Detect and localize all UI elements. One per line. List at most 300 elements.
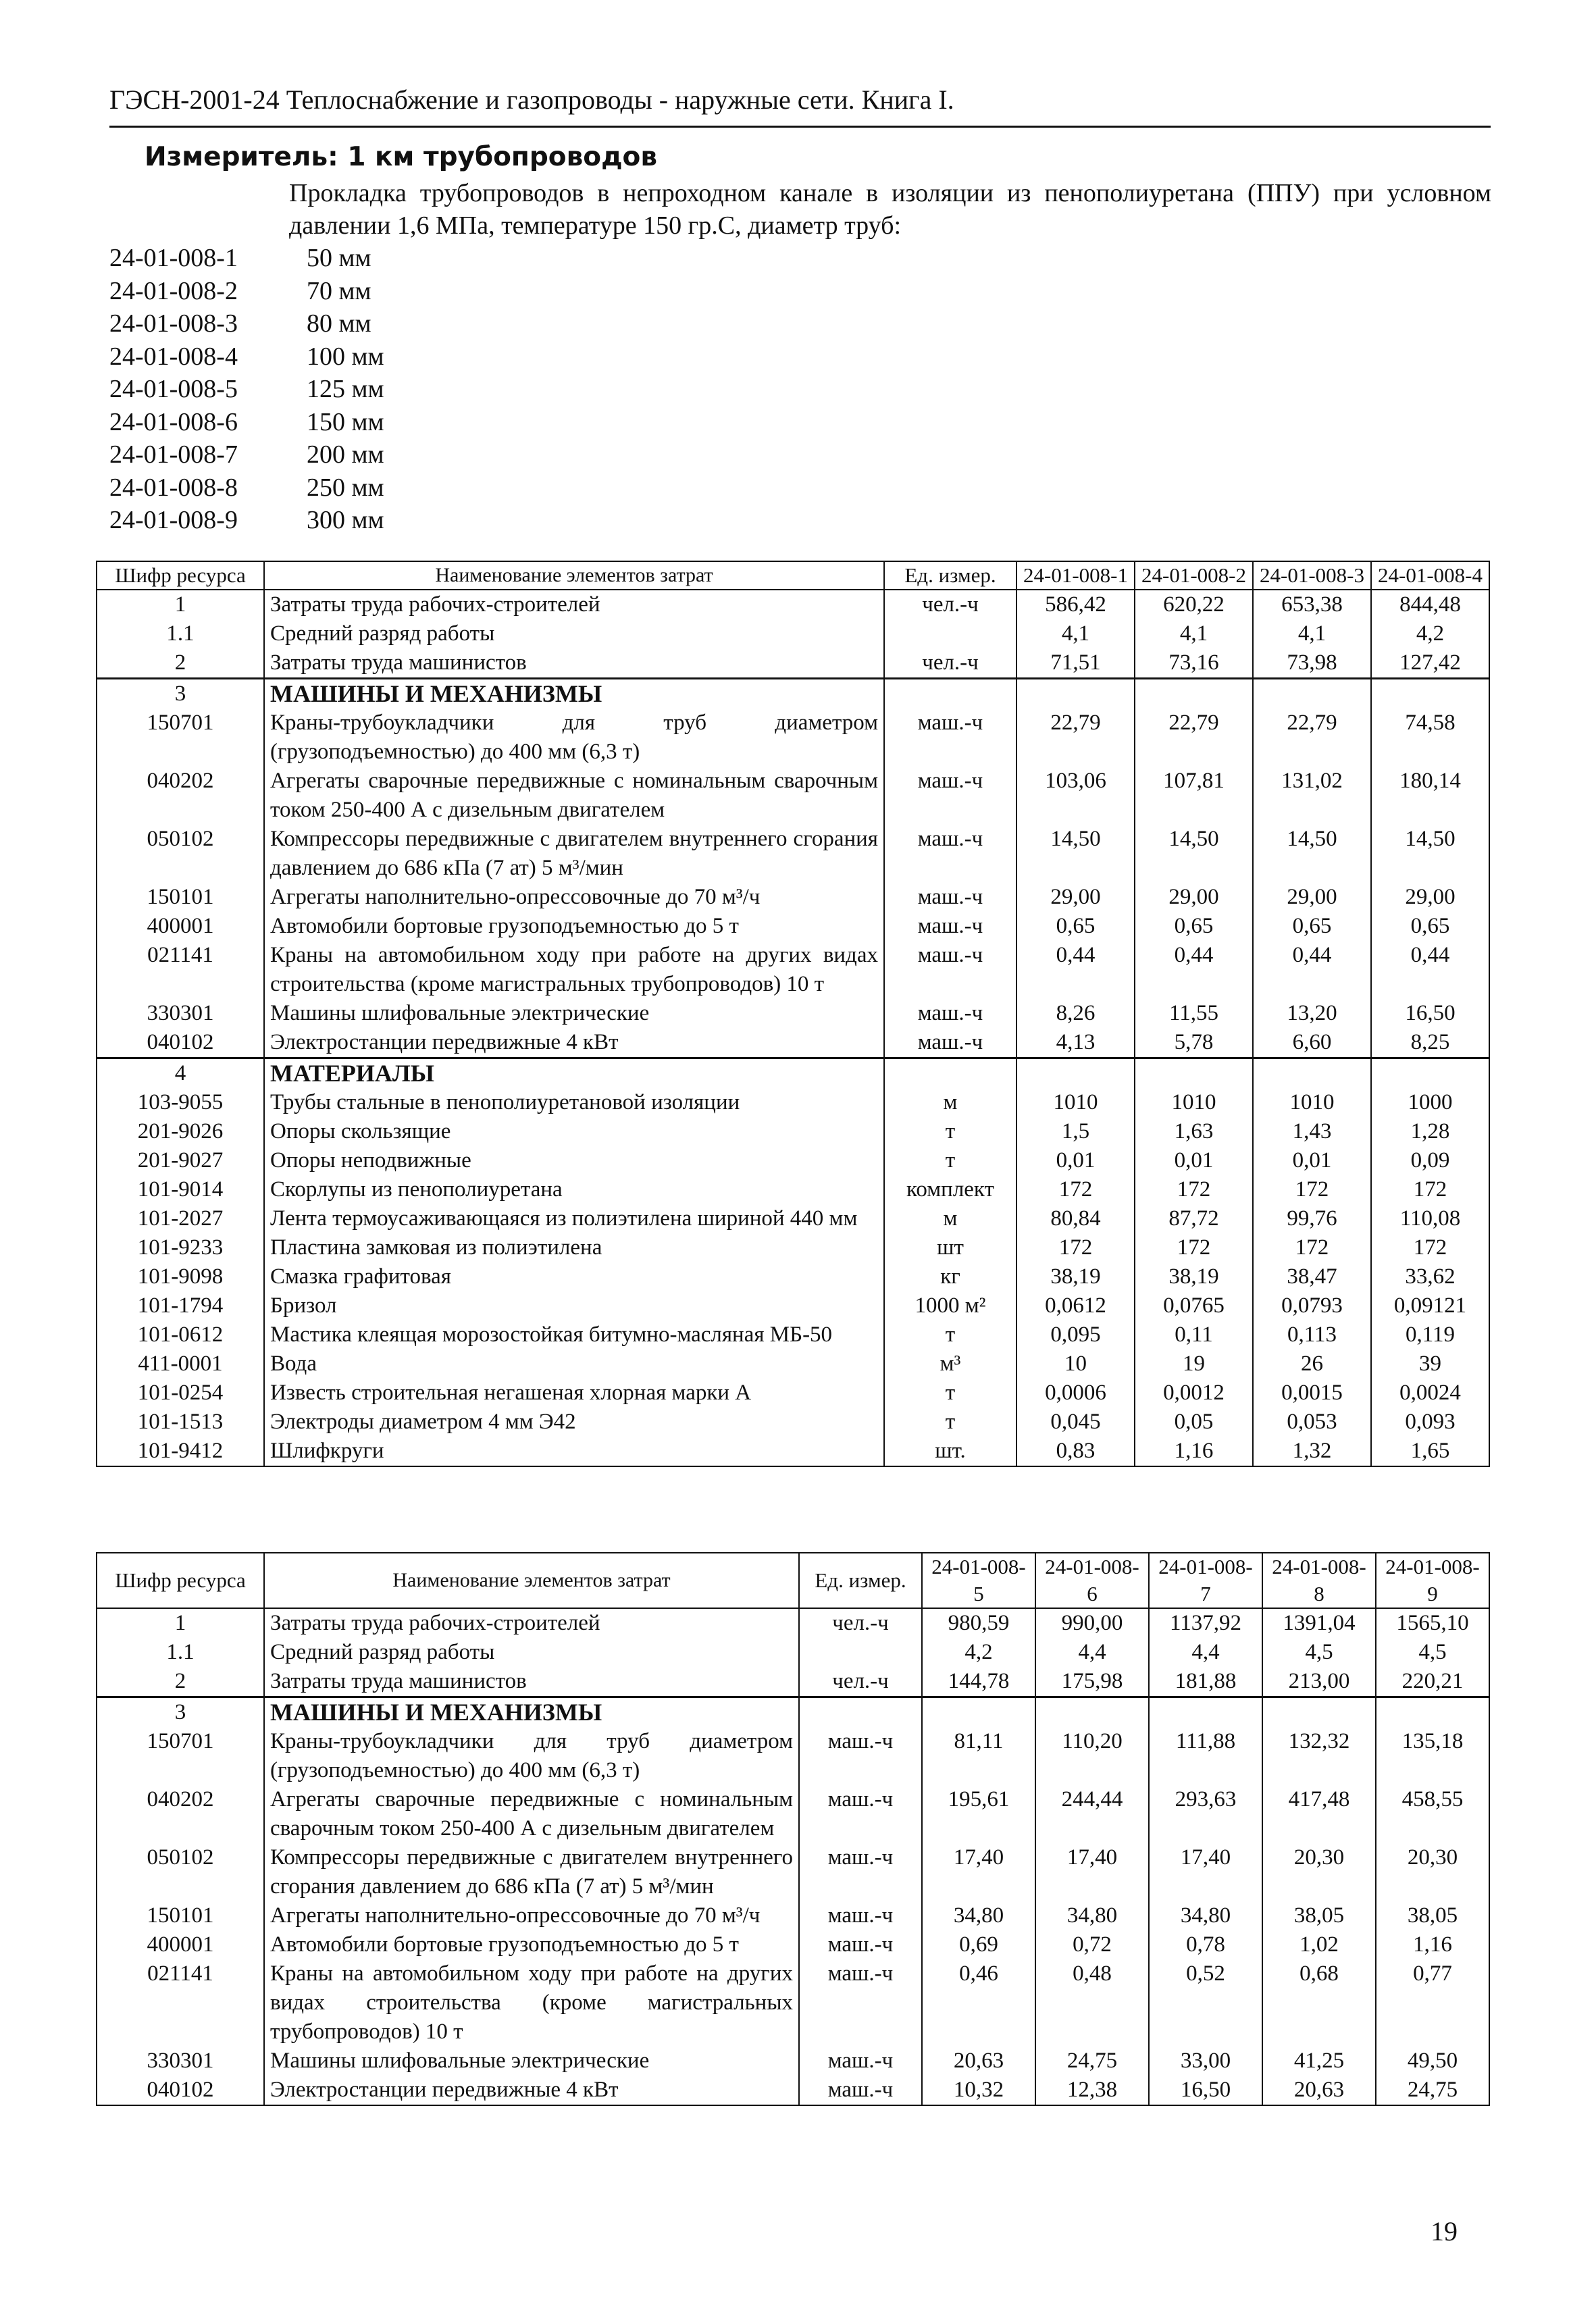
table-row	[97, 619, 1489, 648]
unit	[884, 1058, 1016, 1089]
table-header-row	[97, 1553, 1489, 1608]
norm-value: 4,13	[1016, 1028, 1135, 1058]
norm-value: 4,5	[1262, 1638, 1376, 1667]
norm-value: 13,20	[1253, 999, 1371, 1028]
unit: маш.-ч	[799, 1959, 922, 2047]
cost-name: Краны-трубоукладчики для труб диаметром (грузоподъемностью) до 400 мм (6,3 т)	[264, 1727, 799, 1785]
resource-code: 1.1	[97, 1638, 264, 1667]
norm-value: 4,1	[1016, 619, 1135, 648]
norm-value: 24,75	[1035, 2047, 1149, 2076]
cost-name: Машины шлифовальные электрические	[264, 2047, 799, 2076]
norm-value: 1,32	[1253, 1437, 1371, 1466]
header-norm-code: 24-01-008-6	[1035, 1553, 1149, 1608]
norm-value: 5,78	[1135, 1028, 1253, 1058]
norm-value: 844,48	[1371, 590, 1489, 619]
norm-value: 10	[1016, 1349, 1135, 1379]
code-diameter: 150 мм	[307, 407, 384, 436]
norm-value: 175,98	[1035, 1667, 1149, 1697]
unit	[884, 679, 1016, 709]
norm-value: 0,01	[1253, 1146, 1371, 1175]
table-row	[97, 883, 1489, 912]
cost-name: Компрессоры передвижные с двигателем внутреннего сгорания давлением до 686 кПа (7 ат) 5 м³/мин	[264, 825, 884, 883]
norm-value: 180,14	[1371, 767, 1489, 825]
cost-name: Затраты труда рабочих-строителей	[264, 1608, 799, 1638]
code-row	[109, 373, 509, 406]
unit: чел.-ч	[799, 1667, 922, 1697]
norm-value: 1,16	[1135, 1437, 1253, 1466]
norm-value: 0,0024	[1371, 1379, 1489, 1408]
header-unit: Ед. измер.	[799, 1553, 922, 1608]
cost-name: Трубы стальные в пенополиуретановой изоляции	[264, 1088, 884, 1117]
norm-value: 14,50	[1016, 825, 1135, 883]
unit: маш.-ч	[799, 2076, 922, 2105]
code-id: 24-01-008-5	[109, 375, 238, 403]
resource-table-2	[96, 1552, 1490, 2106]
header-rule	[109, 126, 1491, 128]
norm-value: 20,30	[1262, 1843, 1376, 1901]
table-row	[97, 1697, 1489, 1728]
unit: шт.	[884, 1437, 1016, 1466]
norm-value: 0,093	[1371, 1408, 1489, 1437]
code-diameter: 100 мм	[307, 342, 384, 371]
cost-name: Бризол	[264, 1291, 884, 1320]
norm-value: 34,80	[1035, 1901, 1149, 1930]
norm-value: 22,79	[1016, 709, 1135, 767]
norm-value: 172	[1371, 1175, 1489, 1204]
table-row	[97, 1175, 1489, 1204]
unit: 1000 м²	[884, 1291, 1016, 1320]
unit: чел.-ч	[884, 648, 1016, 679]
norm-value: 20,63	[1262, 2076, 1376, 2105]
norm-value	[1135, 679, 1253, 709]
unit: маш.-ч	[884, 709, 1016, 767]
resource-code: 050102	[97, 1843, 264, 1901]
norm-value: 1010	[1016, 1088, 1135, 1117]
resource-code: 3	[97, 679, 264, 709]
norm-value: 1,02	[1262, 1930, 1376, 1959]
cost-name: Компрессоры передвижные с двигателем внутреннего сгорания давлением до 686 кПа (7 ат) 5 м³/мин	[264, 1843, 799, 1901]
cost-name: Агрегаты сварочные передвижные с номинальным сварочным током 250-400 А с дизельным двигателем	[264, 1785, 799, 1843]
norm-value: 172	[1016, 1233, 1135, 1262]
resource-code: 400001	[97, 912, 264, 941]
code-row	[109, 504, 509, 537]
norm-value: 653,38	[1253, 590, 1371, 619]
norm-value: 1,65	[1371, 1437, 1489, 1466]
code-id: 24-01-008-1	[109, 244, 238, 272]
norm-value: 110,20	[1035, 1727, 1149, 1785]
norm-value: 73,98	[1253, 648, 1371, 679]
norm-value: 1,43	[1253, 1117, 1371, 1146]
norm-value: 0,053	[1253, 1408, 1371, 1437]
norm-value: 111,88	[1149, 1727, 1262, 1785]
cost-name: Автомобили бортовые грузоподъемностью до 5 т	[264, 1930, 799, 1959]
table-row	[97, 1437, 1489, 1466]
norm-value: 0,0015	[1253, 1379, 1371, 1408]
norm-value: 213,00	[1262, 1667, 1376, 1697]
norm-value: 74,58	[1371, 709, 1489, 767]
code-row	[109, 242, 509, 275]
norm-value: 0,48	[1035, 1959, 1149, 2047]
norm-value: 417,48	[1262, 1785, 1376, 1843]
unit: маш.-ч	[884, 1028, 1016, 1058]
code-diameter: 70 мм	[307, 276, 371, 305]
table-row	[97, 679, 1489, 709]
norm-value: 1,16	[1376, 1930, 1489, 1959]
norm-value: 0,65	[1016, 912, 1135, 941]
norm-value: 0,65	[1371, 912, 1489, 941]
norm-value: 22,79	[1253, 709, 1371, 767]
cost-name: Агрегаты сварочные передвижные с номинальным сварочным током 250-400 А с дизельным двигателем	[264, 767, 884, 825]
norm-value: 29,00	[1016, 883, 1135, 912]
unit	[799, 1638, 922, 1667]
norm-value: 33,62	[1371, 1262, 1489, 1291]
table-row	[97, 825, 1489, 883]
resource-code: 411-0001	[97, 1349, 264, 1379]
resource-code: 040102	[97, 1028, 264, 1058]
norm-value: 14,50	[1135, 825, 1253, 883]
norm-value: 38,47	[1253, 1262, 1371, 1291]
norm-value	[1149, 1697, 1262, 1728]
resource-code: 2	[97, 648, 264, 679]
norm-value: 181,88	[1149, 1667, 1262, 1697]
code-diameter: 50 мм	[307, 244, 371, 272]
measure-unit: Измеритель: 1 км трубопроводов	[145, 142, 658, 172]
norm-value: 0,11	[1135, 1320, 1253, 1349]
norm-value: 8,26	[1016, 999, 1135, 1028]
norm-value: 41,25	[1262, 2047, 1376, 2076]
norm-value: 1391,04	[1262, 1608, 1376, 1638]
unit: маш.-ч	[799, 1930, 922, 1959]
norm-value: 1137,92	[1149, 1608, 1262, 1638]
norm-value: 17,40	[1149, 1843, 1262, 1901]
norm-value: 14,50	[1253, 825, 1371, 883]
norm-value: 172	[1253, 1175, 1371, 1204]
norm-value: 4,2	[922, 1638, 1035, 1667]
cost-name: Вода	[264, 1349, 884, 1379]
unit: маш.-ч	[884, 883, 1016, 912]
code-id: 24-01-008-8	[109, 473, 238, 502]
resource-code: 040102	[97, 2076, 264, 2105]
cost-name: Пластина замковая из полиэтилена	[264, 1233, 884, 1262]
norm-value	[1016, 1058, 1135, 1089]
resource-code: 101-9412	[97, 1437, 264, 1466]
norm-value: 4,4	[1149, 1638, 1262, 1667]
norm-value	[1262, 1697, 1376, 1728]
norm-value: 16,50	[1149, 2076, 1262, 2105]
norm-value: 0,78	[1149, 1930, 1262, 1959]
norm-value: 127,42	[1371, 648, 1489, 679]
norm-value: 49,50	[1376, 2047, 1489, 2076]
table-row	[97, 1117, 1489, 1146]
unit: м	[884, 1088, 1016, 1117]
resource-code: 101-0254	[97, 1379, 264, 1408]
code-id: 24-01-008-7	[109, 440, 238, 469]
norm-value: 131,02	[1253, 767, 1371, 825]
norm-value: 0,44	[1016, 941, 1135, 999]
table-row	[97, 1843, 1489, 1901]
norm-value: 81,11	[922, 1727, 1035, 1785]
resource-code: 150701	[97, 709, 264, 767]
table-row	[97, 767, 1489, 825]
unit: м	[884, 1204, 1016, 1233]
resource-code: 1	[97, 1608, 264, 1638]
cost-name: Затраты труда машинистов	[264, 648, 884, 679]
table-row	[97, 1930, 1489, 1959]
cost-name: Мастика клеящая морозостойкая битумно-масляная МБ-50	[264, 1320, 884, 1349]
norm-value: 0,44	[1135, 941, 1253, 999]
resource-code: 101-0612	[97, 1320, 264, 1349]
cost-name: МАТЕРИАЛЫ	[264, 1058, 884, 1089]
norm-value: 132,32	[1262, 1727, 1376, 1785]
unit: т	[884, 1320, 1016, 1349]
code-row	[109, 275, 509, 308]
norm-value: 1000	[1371, 1088, 1489, 1117]
norm-value: 195,61	[922, 1785, 1035, 1843]
resource-code: 101-1794	[97, 1291, 264, 1320]
norm-value: 8,25	[1371, 1028, 1489, 1058]
cost-name: Агрегаты наполнительно-опрессовочные до 70 м³/ч	[264, 1901, 799, 1930]
norm-value: 0,05	[1135, 1408, 1253, 1437]
table-row	[97, 1088, 1489, 1117]
norm-value: 0,69	[922, 1930, 1035, 1959]
table-row	[97, 1291, 1489, 1320]
norm-value: 17,40	[922, 1843, 1035, 1901]
cost-name: Затраты труда машинистов	[264, 1667, 799, 1697]
norm-value: 71,51	[1016, 648, 1135, 679]
norm-value: 0,68	[1262, 1959, 1376, 2047]
code-row	[109, 438, 509, 471]
resource-code: 050102	[97, 825, 264, 883]
norm-value: 39	[1371, 1349, 1489, 1379]
norm-value: 110,08	[1371, 1204, 1489, 1233]
table-row	[97, 1233, 1489, 1262]
cost-name: МАШИНЫ И МЕХАНИЗМЫ	[264, 679, 884, 709]
norm-value: 586,42	[1016, 590, 1135, 619]
norm-value: 20,30	[1376, 1843, 1489, 1901]
code-row	[109, 406, 509, 439]
norm-value: 6,60	[1253, 1028, 1371, 1058]
header-resource-code: Шифр ресурса	[97, 1553, 264, 1608]
code-row	[109, 471, 509, 505]
header-norm-code: 24-01-008-1	[1016, 561, 1135, 590]
resource-code: 101-2027	[97, 1204, 264, 1233]
norm-value: 80,84	[1016, 1204, 1135, 1233]
norm-value: 0,095	[1016, 1320, 1135, 1349]
header-norm-code: 24-01-008-4	[1371, 561, 1489, 590]
norm-value	[1376, 1697, 1489, 1728]
norm-value: 24,75	[1376, 2076, 1489, 2105]
cost-name: Электростанции передвижные 4 кВт	[264, 1028, 884, 1058]
table-row	[97, 590, 1489, 619]
cost-name: Краны на автомобильном ходу при работе на других видах строительства (кроме магистральных трубопроводов) 10 т	[264, 1959, 799, 2047]
unit: маш.-ч	[799, 1843, 922, 1901]
code-id: 24-01-008-4	[109, 342, 238, 371]
unit: шт	[884, 1233, 1016, 1262]
norm-value: 10,32	[922, 2076, 1035, 2105]
resource-code: 2	[97, 1667, 264, 1697]
norm-value: 29,00	[1371, 883, 1489, 912]
table-row	[97, 1408, 1489, 1437]
cost-name: Скорлупы из пенополиуретана	[264, 1175, 884, 1204]
header-norm-code: 24-01-008-9	[1376, 1553, 1489, 1608]
table-row	[97, 1058, 1489, 1089]
norm-value: 220,21	[1376, 1667, 1489, 1697]
resource-code: 150701	[97, 1727, 264, 1785]
norm-value: 990,00	[1035, 1608, 1149, 1638]
norm-value: 0,0012	[1135, 1379, 1253, 1408]
unit: маш.-ч	[799, 1901, 922, 1930]
table-row	[97, 2076, 1489, 2105]
norm-value	[1253, 679, 1371, 709]
table-row	[97, 648, 1489, 679]
code-id: 24-01-008-6	[109, 407, 238, 436]
unit: маш.-ч	[799, 2047, 922, 2076]
table-row	[97, 1959, 1489, 2047]
norm-value: 17,40	[1035, 1843, 1149, 1901]
cost-name: Лента термоусаживающаяся из полиэтилена шириной 440 мм	[264, 1204, 884, 1233]
norm-value	[1371, 1058, 1489, 1089]
cost-name: Смазка графитовая	[264, 1262, 884, 1291]
norm-value: 144,78	[922, 1667, 1035, 1697]
work-description: Прокладка трубопроводов в непроходном канале в изоляции из пенополиуретана (ППУ) при условном давлении 1,6 МПа, температуре 150 гр.С, диаметр труб:	[289, 179, 1491, 240]
table-row	[97, 1727, 1489, 1785]
resource-code: 040202	[97, 767, 264, 825]
resource-code: 150101	[97, 883, 264, 912]
norm-value: 29,00	[1135, 883, 1253, 912]
norm-value: 0,01	[1016, 1146, 1135, 1175]
resource-code: 101-9014	[97, 1175, 264, 1204]
unit: т	[884, 1117, 1016, 1146]
page-number: 19	[1431, 2216, 1458, 2246]
norm-value: 0,113	[1253, 1320, 1371, 1349]
norm-value: 172	[1016, 1175, 1135, 1204]
table-row	[97, 1320, 1489, 1349]
cost-name: МАШИНЫ И МЕХАНИЗМЫ	[264, 1697, 799, 1728]
norm-value: 0,0006	[1016, 1379, 1135, 1408]
norm-value: 172	[1253, 1233, 1371, 1262]
table-row	[97, 1901, 1489, 1930]
unit: т	[884, 1379, 1016, 1408]
unit: маш.-ч	[884, 912, 1016, 941]
unit: т	[884, 1408, 1016, 1437]
code-diameter: 125 мм	[307, 375, 384, 403]
norm-value: 0,0612	[1016, 1291, 1135, 1320]
norm-value: 33,00	[1149, 2047, 1262, 2076]
norm-value: 99,76	[1253, 1204, 1371, 1233]
resource-code: 400001	[97, 1930, 264, 1959]
norm-value: 16,50	[1371, 999, 1489, 1028]
norm-value: 1,28	[1371, 1117, 1489, 1146]
norm-value: 0,77	[1376, 1959, 1489, 2047]
norm-value: 19	[1135, 1349, 1253, 1379]
norm-value: 1565,10	[1376, 1608, 1489, 1638]
norm-value: 172	[1371, 1233, 1489, 1262]
norm-value: 4,4	[1035, 1638, 1149, 1667]
cost-name: Опоры неподвижные	[264, 1146, 884, 1175]
header-norm-code: 24-01-008-5	[922, 1553, 1035, 1608]
table-row	[97, 1204, 1489, 1233]
cost-name: Электростанции передвижные 4 кВт	[264, 2076, 799, 2105]
norm-value	[922, 1697, 1035, 1728]
cost-name: Затраты труда рабочих-строителей	[264, 590, 884, 619]
unit: маш.-ч	[884, 767, 1016, 825]
code-diameter: 300 мм	[307, 506, 384, 534]
norm-value: 172	[1135, 1233, 1253, 1262]
norm-value: 244,44	[1035, 1785, 1149, 1843]
norm-value: 0,09121	[1371, 1291, 1489, 1320]
header-norm-code: 24-01-008-2	[1135, 561, 1253, 590]
header-norm-code: 24-01-008-7	[1149, 1553, 1262, 1608]
unit: маш.-ч	[884, 999, 1016, 1028]
header-cost-name: Наименование элементов затрат	[264, 1553, 799, 1608]
unit: чел.-ч	[884, 590, 1016, 619]
norm-value	[1135, 1058, 1253, 1089]
cost-name: Средний разряд работы	[264, 1638, 799, 1667]
norm-value: 172	[1135, 1175, 1253, 1204]
cost-name: Средний разряд работы	[264, 619, 884, 648]
cost-name: Машины шлифовальные электрические	[264, 999, 884, 1028]
table-row	[97, 1608, 1489, 1638]
norm-value	[1035, 1697, 1149, 1728]
resource-code: 3	[97, 1697, 264, 1728]
norm-value: 4,1	[1253, 619, 1371, 648]
norm-value: 0,44	[1253, 941, 1371, 999]
header-resource-code: Шифр ресурса	[97, 561, 264, 590]
header-norm-code: 24-01-008-3	[1253, 561, 1371, 590]
unit: маш.-ч	[884, 825, 1016, 883]
table-row	[97, 1146, 1489, 1175]
norm-value	[1016, 679, 1135, 709]
norm-value: 0,65	[1135, 912, 1253, 941]
resource-table-1	[96, 561, 1490, 1467]
norm-value: 4,5	[1376, 1638, 1489, 1667]
cost-name: Агрегаты наполнительно-опрессовочные до 70 м³/ч	[264, 883, 884, 912]
resource-code: 040202	[97, 1785, 264, 1843]
resource-code: 101-1513	[97, 1408, 264, 1437]
unit: комплект	[884, 1175, 1016, 1204]
norm-value: 22,79	[1135, 709, 1253, 767]
code-id: 24-01-008-9	[109, 506, 238, 534]
norm-value: 103,06	[1016, 767, 1135, 825]
resource-code: 101-9098	[97, 1262, 264, 1291]
resource-code: 330301	[97, 999, 264, 1028]
resource-code: 150101	[97, 1901, 264, 1930]
cost-name: Электроды диаметром 4 мм Э42	[264, 1408, 884, 1437]
table-row	[97, 709, 1489, 767]
norm-value: 38,05	[1376, 1901, 1489, 1930]
unit: чел.-ч	[799, 1608, 922, 1638]
norm-value: 0,0793	[1253, 1291, 1371, 1320]
table-row	[97, 1638, 1489, 1667]
table-header-row	[97, 561, 1489, 590]
resource-code: 021141	[97, 1959, 264, 2047]
resource-code: 4	[97, 1058, 264, 1089]
norm-value: 87,72	[1135, 1204, 1253, 1233]
norm-value: 38,19	[1135, 1262, 1253, 1291]
unit: маш.-ч	[884, 941, 1016, 999]
table-row	[97, 1785, 1489, 1843]
unit: маш.-ч	[799, 1785, 922, 1843]
norm-value: 14,50	[1371, 825, 1489, 883]
norm-value: 11,55	[1135, 999, 1253, 1028]
table-row	[97, 941, 1489, 999]
norm-value: 1,5	[1016, 1117, 1135, 1146]
table-row	[97, 912, 1489, 941]
norm-value: 0,52	[1149, 1959, 1262, 2047]
resource-code: 1	[97, 590, 264, 619]
resource-code: 021141	[97, 941, 264, 999]
table-row	[97, 999, 1489, 1028]
